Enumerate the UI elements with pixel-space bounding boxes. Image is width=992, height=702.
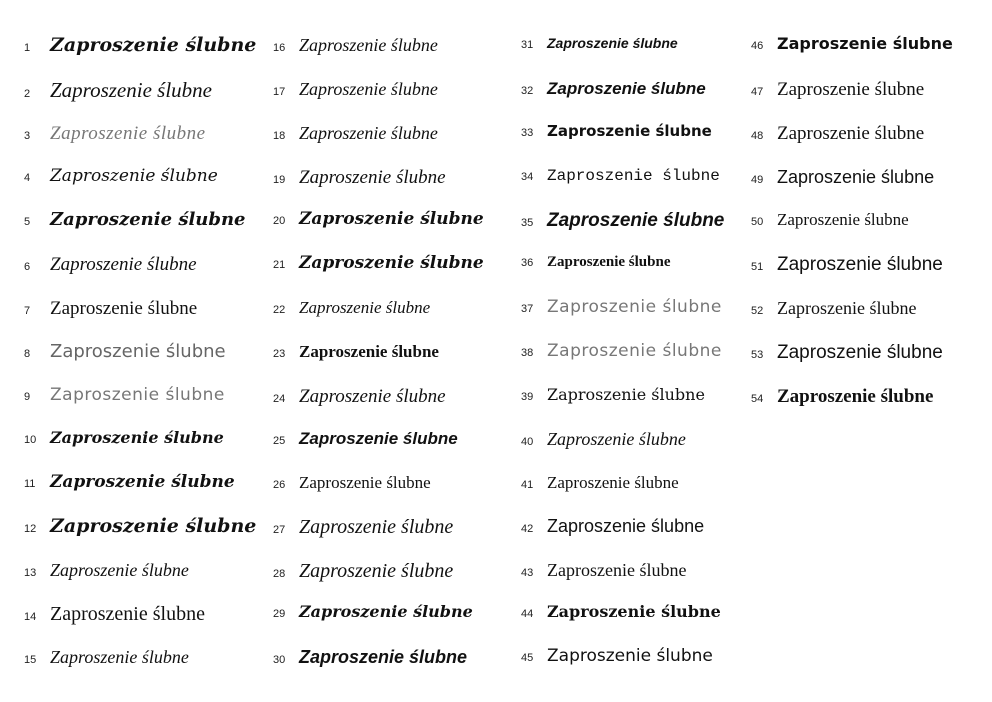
sample-number: 24 [273,393,286,405]
sample-number: 14 [24,611,37,623]
sample-number: 54 [751,393,764,405]
sample-text: Zaproszenie ślubne [299,602,473,621]
sample-number: 13 [24,567,37,579]
sample-number: 30 [273,654,286,666]
sample-number: 36 [521,257,534,269]
font-sample-30 [273,648,467,666]
sample-text: Zaproszenie ślubne [777,342,943,363]
font-sample-13 [24,561,189,579]
sample-text: Zaproszenie ślubne [50,298,198,319]
font-sample-9 [24,387,225,404]
font-sample-42 [521,517,704,535]
font-sample-23 [273,343,439,360]
font-sample-12 [24,517,256,536]
font-sample-31 [521,36,678,51]
font-sample-26 [273,474,431,491]
sample-number: 5 [24,216,31,228]
font-sample-11 [24,474,235,491]
sample-number: 42 [521,523,534,535]
sample-number: 32 [521,85,534,97]
sample-text: Zaproszenie ślubne [50,166,218,186]
font-sample-50 [751,211,909,228]
sample-number: 19 [273,174,286,186]
sample-number: 43 [521,567,534,579]
sample-text: Zaproszenie ślubne [50,560,189,580]
sample-text: Zaproszenie ślubne [299,167,446,188]
sample-text: Zaproszenie ślubne [50,34,257,56]
sample-number: 33 [521,127,534,139]
sample-number: 50 [751,216,764,228]
font-sample-20 [273,211,484,228]
sample-number: 23 [273,348,286,360]
font-sample-27 [273,517,453,537]
sample-text: Zaproszenie ślubne [547,79,706,98]
sample-text: Zaproszenie ślubne [299,647,468,667]
sample-number: 21 [273,259,286,271]
sample-text: Zaproszenie ślubne [299,79,438,99]
sample-number: 35 [521,217,534,229]
sample-text: Zaproszenie ślubne [299,298,431,317]
sample-number: 49 [751,174,764,186]
sample-text: Zaproszenie ślubne [777,254,943,275]
sample-number: 53 [751,349,764,361]
sample-text: Zaproszenie ślubne [547,473,679,492]
sample-number: 40 [521,436,534,448]
sample-number: 48 [751,130,764,142]
font-sample-17 [273,80,438,98]
sample-text: Zaproszenie ślubne [50,385,225,405]
font-sample-45 [521,648,713,665]
sample-text: Zaproszenie ślubne [299,35,438,55]
font-sample-7 [24,299,197,318]
sample-number: 11 [24,478,36,490]
sample-number: 6 [24,261,31,273]
font-sample-24 [273,387,446,406]
sample-text: Zaproszenie ślubne [777,167,935,187]
font-sample-16 [273,36,438,54]
sample-text: Zaproszenie ślubne [547,341,722,361]
font-sample-53 [751,343,943,362]
font-sample-22 [273,299,430,316]
sample-text: Zaproszenie ślubne [299,560,454,582]
sample-text: Zaproszenie ślubne [547,210,725,231]
sample-number: 8 [24,348,31,360]
font-sample-4 [24,168,218,185]
sample-text: Zaproszenie ślubne [50,515,257,537]
sample-number: 52 [751,305,764,317]
font-sample-19 [273,168,446,187]
font-sample-5 [24,211,246,229]
sample-text: Zaproszenie ślubne [547,646,713,666]
font-sample-35 [521,211,724,230]
font-sample-44 [521,604,721,620]
font-sample-46 [751,36,953,52]
sample-number: 46 [751,40,764,52]
font-sample-1 [24,36,256,55]
font-sample-48 [751,124,924,143]
sample-text: Zaproszenie ślubne [299,209,484,229]
sample-text: Zaproszenie ślubne [50,472,235,492]
sample-text: Zaproszenie ślubne [299,386,446,407]
font-sample-33 [521,124,712,139]
sample-text: Zaproszenie ślubne [50,341,226,362]
sample-text: Zaproszenie ślubne [50,603,205,625]
sample-number: 37 [521,303,534,315]
sample-number: 26 [273,479,286,491]
sample-number: 17 [273,86,286,98]
sample-number: 22 [273,304,286,316]
font-sample-18 [273,124,438,142]
sample-number: 18 [273,130,286,142]
sample-number: 12 [24,523,37,535]
sample-text: Zaproszenie ślubne [299,342,439,361]
sample-text: Zaproszenie ślubne [777,123,925,144]
sample-text: Zaproszenie ślubne [299,253,484,273]
sample-number: 38 [521,347,534,359]
sample-number: 44 [521,608,534,620]
sample-number: 29 [273,608,286,620]
sample-number: 28 [273,568,286,580]
sample-text: Zaproszenie ślubne [50,123,206,144]
sample-text: Zaproszenie ślubne [547,385,705,404]
font-sample-49 [751,168,934,186]
font-sample-34 [521,168,720,184]
font-sample-39 [521,387,705,403]
sample-number: 39 [521,391,534,403]
sample-number: 7 [24,305,31,317]
sample-text: Zaproszenie ślubne [547,560,687,580]
font-sample-25 [273,430,458,447]
sample-number: 34 [521,171,534,183]
sample-number: 20 [273,215,286,227]
sample-text: Zaproszenie ślubne [777,79,925,100]
sample-text: Zaproszenie ślubne [50,647,189,667]
sample-number: 3 [24,130,31,142]
sample-text: Zaproszenie ślubne [547,602,721,621]
sample-text: Zaproszenie ślubne [547,516,705,536]
sample-number: 45 [521,652,534,664]
sample-number: 15 [24,654,37,666]
sample-number: 4 [24,172,31,184]
sample-text: Zaproszenie ślubne [50,209,246,230]
sample-text: Zaproszenie ślubne [299,516,454,538]
font-sample-29 [273,604,473,620]
font-sample-36 [521,255,671,270]
font-sample-43 [521,561,686,579]
font-sample-15 [24,648,189,666]
font-sample-47 [751,80,924,99]
font-sample-37 [521,299,722,316]
sample-number: 9 [24,391,31,403]
sample-text: Zaproszenie ślubne [547,254,671,270]
sample-number: 41 [521,479,534,491]
sample-text: Zaproszenie ślubne [547,122,712,140]
font-sample-32 [521,80,706,97]
sample-text: Zaproszenie ślubne [299,473,431,492]
sample-number: 25 [273,435,286,447]
font-sample-51 [751,255,943,274]
font-sample-2 [24,80,212,101]
font-sample-41 [521,474,679,491]
sample-text: Zaproszenie ślubne [299,429,458,448]
sample-number: 31 [521,39,534,51]
font-sample-14 [24,604,205,624]
sample-text: Zaproszenie ślubne [777,298,917,318]
font-sample-28 [273,561,453,581]
sample-text: Zaproszenie ślubne [299,123,438,143]
font-sample-10 [24,430,224,446]
sample-number: 47 [751,86,764,98]
sample-number: 27 [273,524,286,536]
font-sample-38 [521,343,722,360]
font-sample-54 [751,387,933,406]
sample-number: 16 [273,42,286,54]
sample-text: Zaproszenie ślubne [50,428,224,447]
sample-text: Zaproszenie ślubne [547,297,722,317]
sample-text: Zaproszenie ślubne [547,167,720,185]
sample-text: Zaproszenie ślubne [547,35,678,51]
font-sample-6 [24,255,197,274]
font-sample-40 [521,430,686,448]
font-sample-3 [24,124,206,143]
sample-text: Zaproszenie ślubne [777,386,934,407]
sample-text: Zaproszenie ślubne [50,78,212,102]
sample-number: 1 [24,42,31,54]
sample-number: 10 [24,434,37,446]
sample-text: Zaproszenie ślubne [547,429,686,449]
sample-number: 51 [751,261,764,273]
font-sample-52 [751,299,916,317]
font-sample-21 [273,255,484,272]
sample-text: Zaproszenie ślubne [50,254,197,275]
sample-number: 2 [24,88,31,100]
sample-text: Zaproszenie ślubne [777,34,953,53]
sample-text: Zaproszenie ślubne [777,210,909,229]
font-sample-8 [24,343,226,361]
